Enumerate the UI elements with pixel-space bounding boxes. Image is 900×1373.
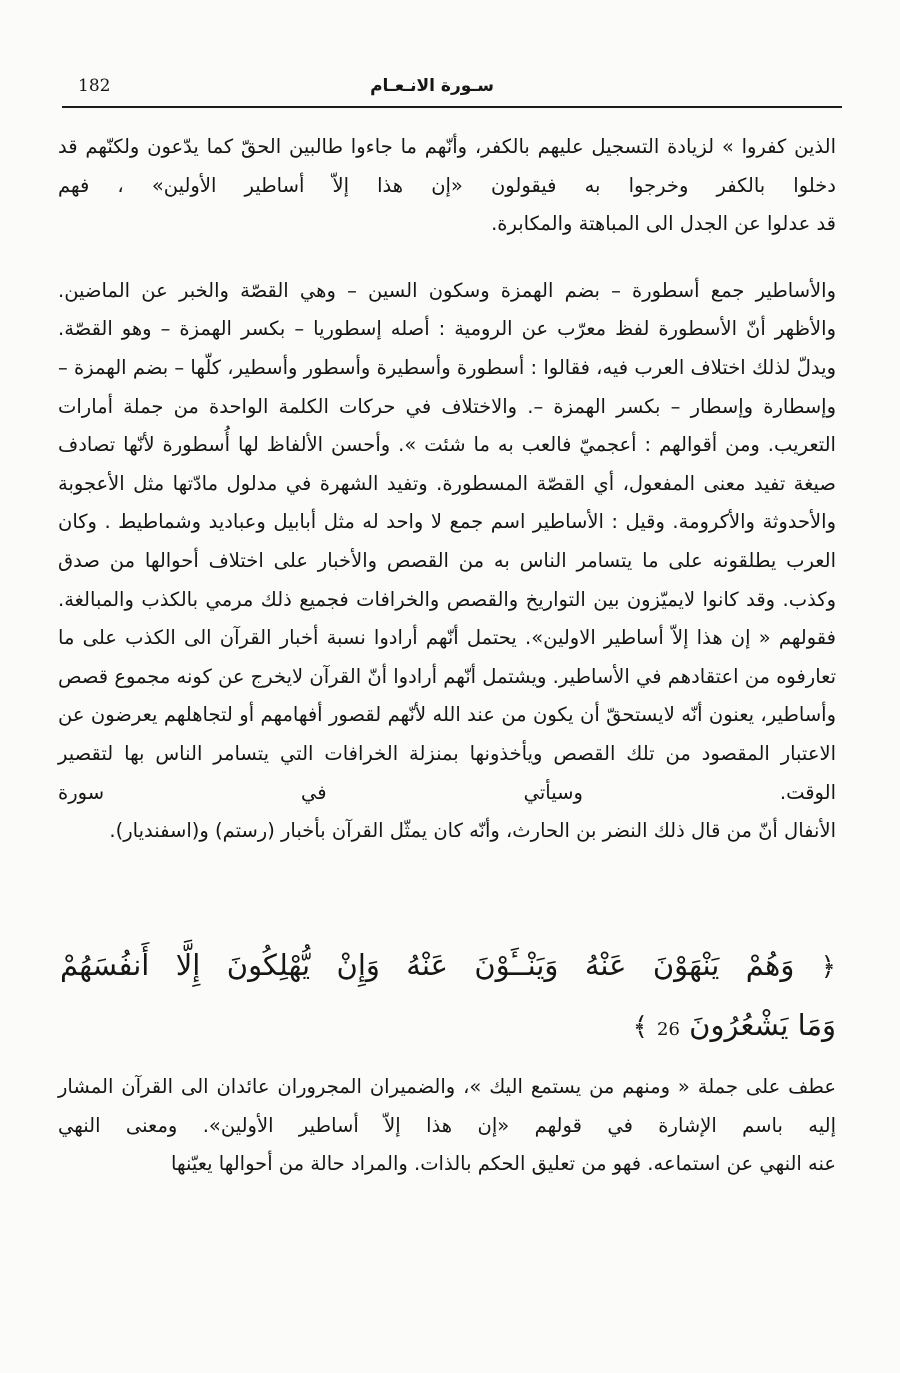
text-line: الى الكذب على ما تعارفوه من اعتقادهم في الأساطير. ويشتمل أنّهم أرادوا أنّ القرآن bbox=[58, 626, 836, 688]
text-line: القصّة المسطورة. وتفيد الشهرة في مدلول مادّتها مثل الأعجوبة والأحدوثة والأكرومة. bbox=[58, 471, 836, 534]
verse-close-bracket: ﴾ bbox=[632, 1012, 648, 1042]
text-line: والأساطير جمع أسطورة – بضم الهمزة وسكون السين – وهي القصّة والخبر عن bbox=[141, 278, 836, 302]
commentary-continued bbox=[58, 1068, 836, 1184]
verse-line: وَهُمْ يَنْهَوْنَ عَنْهُ وَيَنْــَٔوْنَ عَنْهُ وَإِنْ يُّهْلِكُونَ إِلَّا أَنفُسَهُمْ bbox=[60, 948, 795, 982]
text-line: وقيل : الأساطير اسم جمع لا واحد له مثل أبابيل وعباديد وشماطيط . وكان العرب يطلقونه bbox=[58, 510, 837, 572]
paragraph-3 bbox=[58, 1068, 836, 1184]
verse-open-bracket: ﴿ bbox=[820, 952, 836, 982]
commentary-body bbox=[58, 124, 836, 851]
text-line: ويأخذونها بمنزلة الخرافات التي يتسامر الناس بها لتقصير الوقت. وسيأتي في سورة bbox=[58, 741, 836, 804]
page-number: 182 bbox=[78, 76, 111, 96]
text-line: القرآن المشار إليه باسم الإشارة في قولهم «إن هذا إلاّ أساطير الأولين». ومعنى النهي bbox=[58, 1075, 836, 1137]
text-line: وأسطور وأسطير، كلّها – بضم الهمزة – وإسطارة وإسطار – بكسر الهمزة –. والاختلاف bbox=[58, 355, 837, 418]
text-line: لأنّهم لقصور أفهامهم أو لتجاهلهم يعرضون عن الاعتبار المقصود من تلك القصص bbox=[58, 703, 836, 765]
text-line: عطف على جملة « ومنهم من يستمع اليك »، والضميران المجروران عائدان الى bbox=[180, 1075, 836, 1098]
text-line: ولكنّهم قد دخلوا بالكفر وخرجوا به فيقولون «إن هذا إلاّ أساطير الأولين» ، فهم bbox=[58, 135, 836, 197]
quran-verse bbox=[60, 936, 836, 1059]
header-divider bbox=[62, 106, 842, 108]
verse-line: وَمَا يَشْعُرُونَ bbox=[689, 1008, 836, 1042]
text-line: به ما شئت ». وأحسن الألفاظ لها أُسطورة لأنّها تصادف صيغة تفيد معنى المفعول، أي bbox=[58, 433, 836, 495]
verse-number: 26 bbox=[657, 1019, 680, 1040]
text-line: الماضين. والأظهر أنّ الأسطورة لفظ معرّب عن الرومية : أصله إسطوريا – بكسر bbox=[58, 278, 836, 341]
text-line: الذين كفروا » لزيادة التسجيل عليهم بالكفر، وأنّهم ما جاءوا طالبين الحقّ كما يدّعون bbox=[147, 135, 836, 158]
text-line: الأنفال أنّ من قال ذلك النضر بن الحارث، وأنّه كان يمثّل القرآن بأخبار (رستم) و(اسفنديار). bbox=[109, 819, 836, 843]
text-line: قد عدلوا عن الجدل الى المباهتة والمكابرة. bbox=[491, 212, 836, 236]
text-line: عنه النهي عن استماعه. فهو من تعليق الحكم بالذات. والمراد حالة من أحوالها يعيّنها bbox=[171, 1152, 836, 1176]
text-line: وقد كانوا لايميّزون بين التواريخ والقصص والخرافات فجميع ذلك مرمي بالكذب bbox=[141, 587, 776, 611]
text-line: والمبالغة. فقولهم « إن هذا إلاّ أساطير الاولين». يحتمل أنّهم أرادوا نسبة أخبار القرآن bbox=[58, 587, 836, 650]
text-line: على ما يتسامر الناس به من القصص والأخبار على اختلاف أحوالها من صدق وكذب. bbox=[58, 548, 837, 611]
paragraph-1 bbox=[58, 128, 836, 244]
running-title: سـورة الانـعـام bbox=[370, 76, 494, 96]
paragraph-2 bbox=[58, 272, 836, 851]
text-line: لايخرج عن كونه مجموع قصص وأساطير، يعنون أنّه لايستحقّ أن يكون من عند الله bbox=[58, 664, 836, 727]
text-line: الهمزة – وهو القصّة. ويدلّ لذلك اختلاف العرب فيه، فقالوا : أسطورة وأسطيرة bbox=[58, 317, 836, 379]
text-line: في حركات الكلمة الواحدة من جملة أمارات التعريب. ومن أقوالهم : أعجميّ فالعب bbox=[58, 394, 836, 457]
